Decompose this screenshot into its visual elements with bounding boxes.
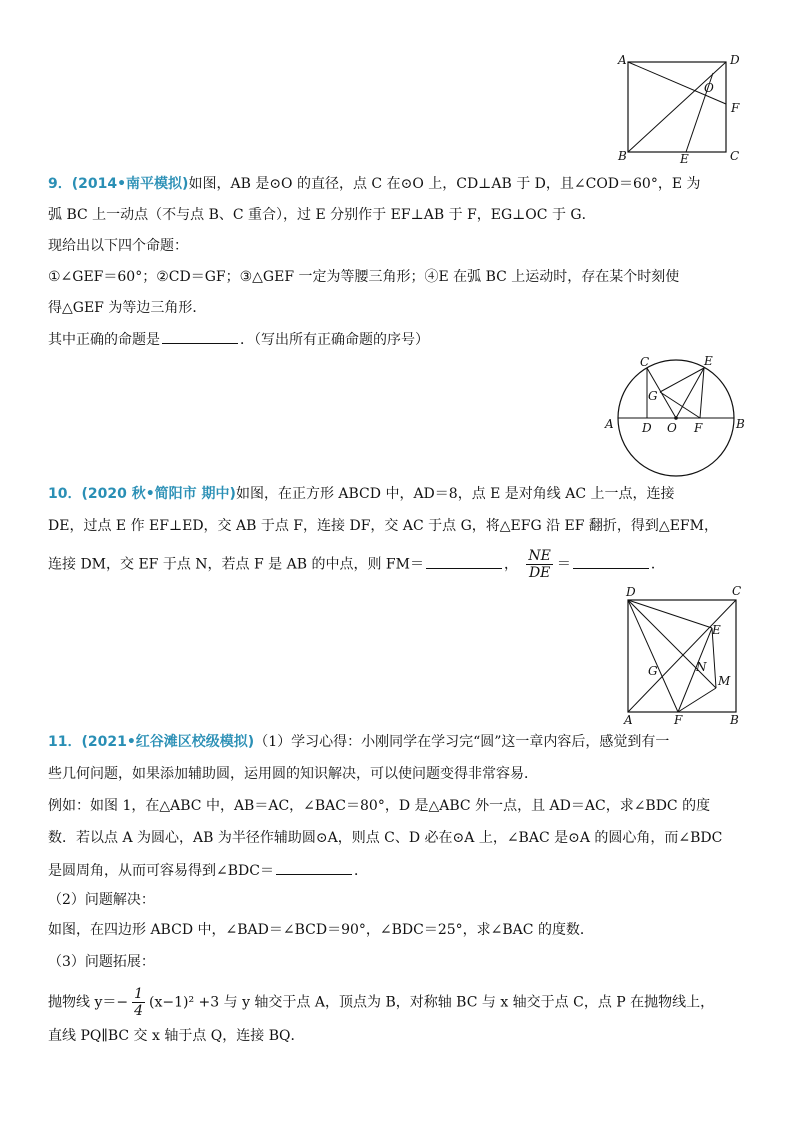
label-G: G (648, 664, 658, 678)
label-C: C (730, 149, 740, 163)
q9-line6 (48, 329, 429, 350)
label-E: E (712, 623, 721, 637)
q10-frac-num: NE (528, 548, 551, 564)
q11-line1 (48, 732, 669, 752)
q9-source: (2014•南平模拟) (71, 176, 189, 192)
q11-text-9b: (x−1)² +3 与 y 轴交于点 A，顶点为 B，对称轴 BC 与 x 轴交于点 C，点 P 在抛物线上， (149, 994, 715, 1011)
segment-FM (678, 688, 716, 712)
q11-number: 11． (48, 734, 82, 750)
q11-text-1: （1）学习心得：小刚同学在学习完“圆”这一章内容后，感觉到有一 (254, 734, 670, 750)
label-A: A (624, 713, 633, 727)
q11-frac-num: 1 (134, 986, 144, 1002)
q10-text-3b: ， (503, 556, 518, 573)
q10-line3 (48, 548, 665, 581)
segment-EF (700, 368, 704, 418)
label-A: A (618, 53, 627, 67)
label-E: E (680, 152, 689, 166)
label-B: B (730, 713, 739, 727)
q10-text-3d: ． (650, 556, 665, 573)
q11-line6: （2）问题解决： (48, 892, 155, 908)
q11-answer-blank[interactable] (276, 860, 352, 875)
center-point (674, 416, 678, 420)
q11-text-9a: 抛物线 y＝ (48, 994, 117, 1011)
q11-minus: − (116, 994, 129, 1011)
label-C: C (732, 584, 742, 598)
label-B: B (736, 417, 745, 431)
segment-GF (660, 392, 700, 418)
q9-text-1: 如图，AB 是⊙O 的直径，点 C 在⊙O 上，CD⊥AB 于 D，且∠COD＝60°，E 为 (188, 176, 701, 192)
q9-line3: 现给出以下四个命题： (48, 238, 188, 254)
label-G: G (648, 389, 658, 403)
q9-text-6a: 其中正确的命题是 (48, 332, 160, 348)
q9-line4: ①∠GEF＝60°；②CD＝GF；③△GEF 一定为等腰三角形；④E 在弧 BC 上运动时，存在某个时刻使 (48, 269, 680, 285)
q11-line2: 些几何问题，如果添加辅助圆，运用圆的知识解决，可以使问题变得非常容易． (48, 766, 538, 782)
segment-DE (628, 600, 712, 628)
q11-line8: （3）问题拓展： (48, 954, 155, 970)
label-F: F (694, 421, 703, 435)
q11-line5 (48, 860, 368, 881)
segment-DF (628, 600, 678, 712)
q10-line1 (48, 484, 675, 504)
q11-line7: 如图，在四边形 ABCD 中，∠BAD＝∠BCD＝90°，∠BDC＝25°，求∠BAC 的度数． (48, 922, 594, 938)
label-M: M (718, 674, 731, 688)
q10-figure (618, 582, 748, 730)
q9-line1 (48, 174, 701, 194)
q11-frac-den: 4 (134, 1003, 144, 1019)
q11-text-5a: 是圆周角，从而可容易得到∠BDC＝ (48, 863, 274, 879)
label-F: F (674, 713, 683, 727)
q10-answer-blank-1[interactable] (426, 554, 502, 569)
label-E: E (704, 354, 713, 368)
label-O: O (704, 81, 714, 95)
segment-EF (678, 628, 712, 712)
q11-line9 (48, 986, 714, 1019)
q9-figure (600, 354, 750, 480)
q11-fraction (132, 986, 145, 1019)
q11-line3: 例如：如图 1，在△ABC 中，AB＝AC，∠BAC＝80°，D 是△ABC 外一点，且 AD＝AC，求∠BDC 的度 (48, 798, 711, 814)
q11-line4: 数．若以点 A 为圆心，AB 为半径作辅助圆⊙A，则点 C、D 必在⊙A 上，∠BAC 是⊙A 的圆心角，而∠BDC (48, 830, 723, 846)
top-figure (618, 52, 748, 167)
q9-line2: 弧 BC 上一动点（不与点 B、C 重合），过 E 分别作于 EF⊥AB 于 F，EG⊥OC 于 G． (48, 207, 596, 223)
diagonal-BD (628, 62, 726, 152)
label-D: D (730, 53, 740, 67)
label-D: D (626, 585, 636, 599)
label-N: N (696, 660, 707, 674)
label-C: C (640, 355, 650, 369)
q10-text-1: 如图，在正方形 ABCD 中，AD＝8，点 E 是对角线 AC 上一点，连接 (235, 486, 675, 502)
q11-source: (2021•红谷滩区校级模拟) (81, 734, 255, 750)
q10-line2: DE，过点 E 作 EF⊥ED，交 AB 于点 F，连接 DF，交 AC 于点 G，将△EFG 沿 EF 翻折，得到△EFM， (48, 518, 718, 534)
q9-text-6b: ．（写出所有正确命题的序号） (240, 332, 429, 348)
q11-line10: 直线 PQ∥BC 交 x 轴于点 Q，连接 BQ． (48, 1028, 305, 1044)
label-D: D (642, 421, 652, 435)
q10-text-3a: 连接 DM，交 EF 于点 N，若点 F 是 AB 的中点，则 FM＝ (48, 556, 424, 573)
q10-frac-den: DE (528, 565, 551, 581)
label-B: B (618, 149, 627, 163)
segment-DM (628, 600, 716, 688)
q10-fraction (526, 548, 552, 581)
label-A: A (605, 417, 614, 431)
q10-source: (2020 秋•简阳市 期中) (81, 486, 236, 502)
label-F: F (731, 101, 740, 115)
q10-text-3c: ＝ (556, 556, 571, 573)
q10-answer-blank-2[interactable] (573, 554, 649, 569)
q10-number: 10． (48, 486, 82, 502)
q9-answer-blank[interactable] (162, 329, 238, 344)
label-O: O (667, 421, 677, 435)
segment-EM (712, 628, 716, 688)
q9-line5: 得△GEF 为等边三角形． (48, 300, 207, 316)
q11-text-5b: ． (353, 863, 368, 879)
q9-number: 9． (48, 176, 72, 192)
